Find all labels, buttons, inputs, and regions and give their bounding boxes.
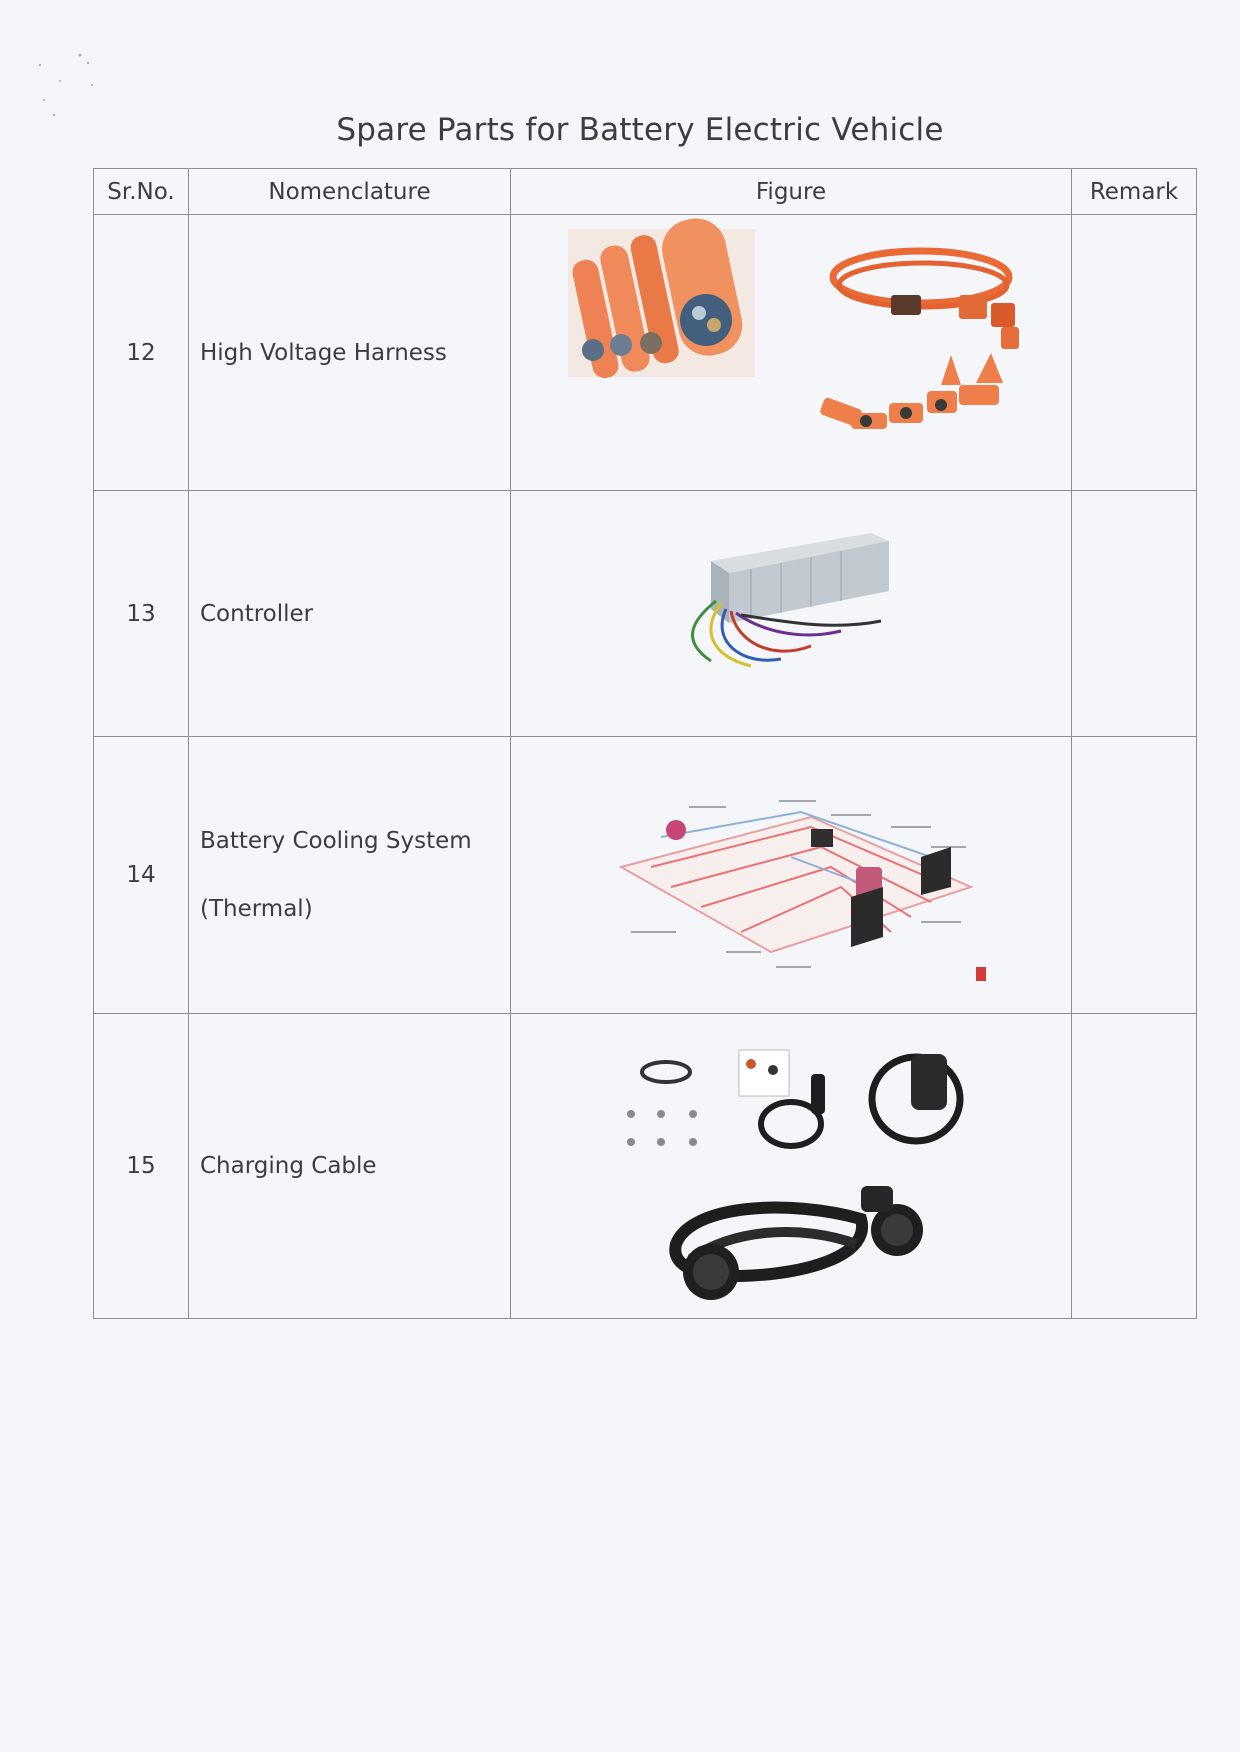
sr-no-cell: 14 <box>94 737 189 1014</box>
scan-specks <box>30 45 110 135</box>
sr-no-cell: 15 <box>94 1014 189 1319</box>
nomenclature-cell <box>189 737 511 1014</box>
figure-cell <box>511 215 1072 491</box>
parts-table <box>93 168 1197 1319</box>
nomenclature-text: Controller <box>200 600 314 627</box>
col-header-remark: Remark <box>1072 169 1197 215</box>
page-title: Spare Parts for Battery Electric Vehicle <box>336 112 944 148</box>
charging-cable-image <box>511 1014 1072 1319</box>
thermal-system-image <box>511 737 1072 1014</box>
controller-image <box>511 491 1072 737</box>
col-header-srno: Sr.No. <box>94 169 189 215</box>
nomenclature-cell <box>189 491 511 737</box>
table-row <box>94 215 1197 491</box>
nomenclature-cell <box>189 215 511 491</box>
nomenclature-text: High Voltage Harness <box>200 339 447 366</box>
table-row <box>94 491 1197 737</box>
table-row <box>94 737 1197 1014</box>
remark-cell <box>1072 215 1197 491</box>
nomenclature-cell <box>189 1014 511 1319</box>
sr-no-cell: 12 <box>94 215 189 491</box>
sr-no-cell: 13 <box>94 491 189 737</box>
nomenclature-text-line2: (Thermal) <box>200 896 313 922</box>
remark-cell <box>1072 491 1197 737</box>
remark-cell <box>1072 1014 1197 1319</box>
col-header-figure: Figure <box>511 169 1072 215</box>
nomenclature-text: Charging Cable <box>200 1153 377 1179</box>
figure-cell <box>511 491 1072 737</box>
hv-harness-image <box>511 215 1072 491</box>
table-row <box>94 1014 1197 1319</box>
header-row <box>94 169 1197 215</box>
nomenclature-text: Battery Cooling System <box>200 828 472 854</box>
figure-cell <box>511 737 1072 1014</box>
col-header-nomenclature: Nomenclature <box>189 169 511 215</box>
remark-cell <box>1072 737 1197 1014</box>
figure-cell <box>511 1014 1072 1319</box>
